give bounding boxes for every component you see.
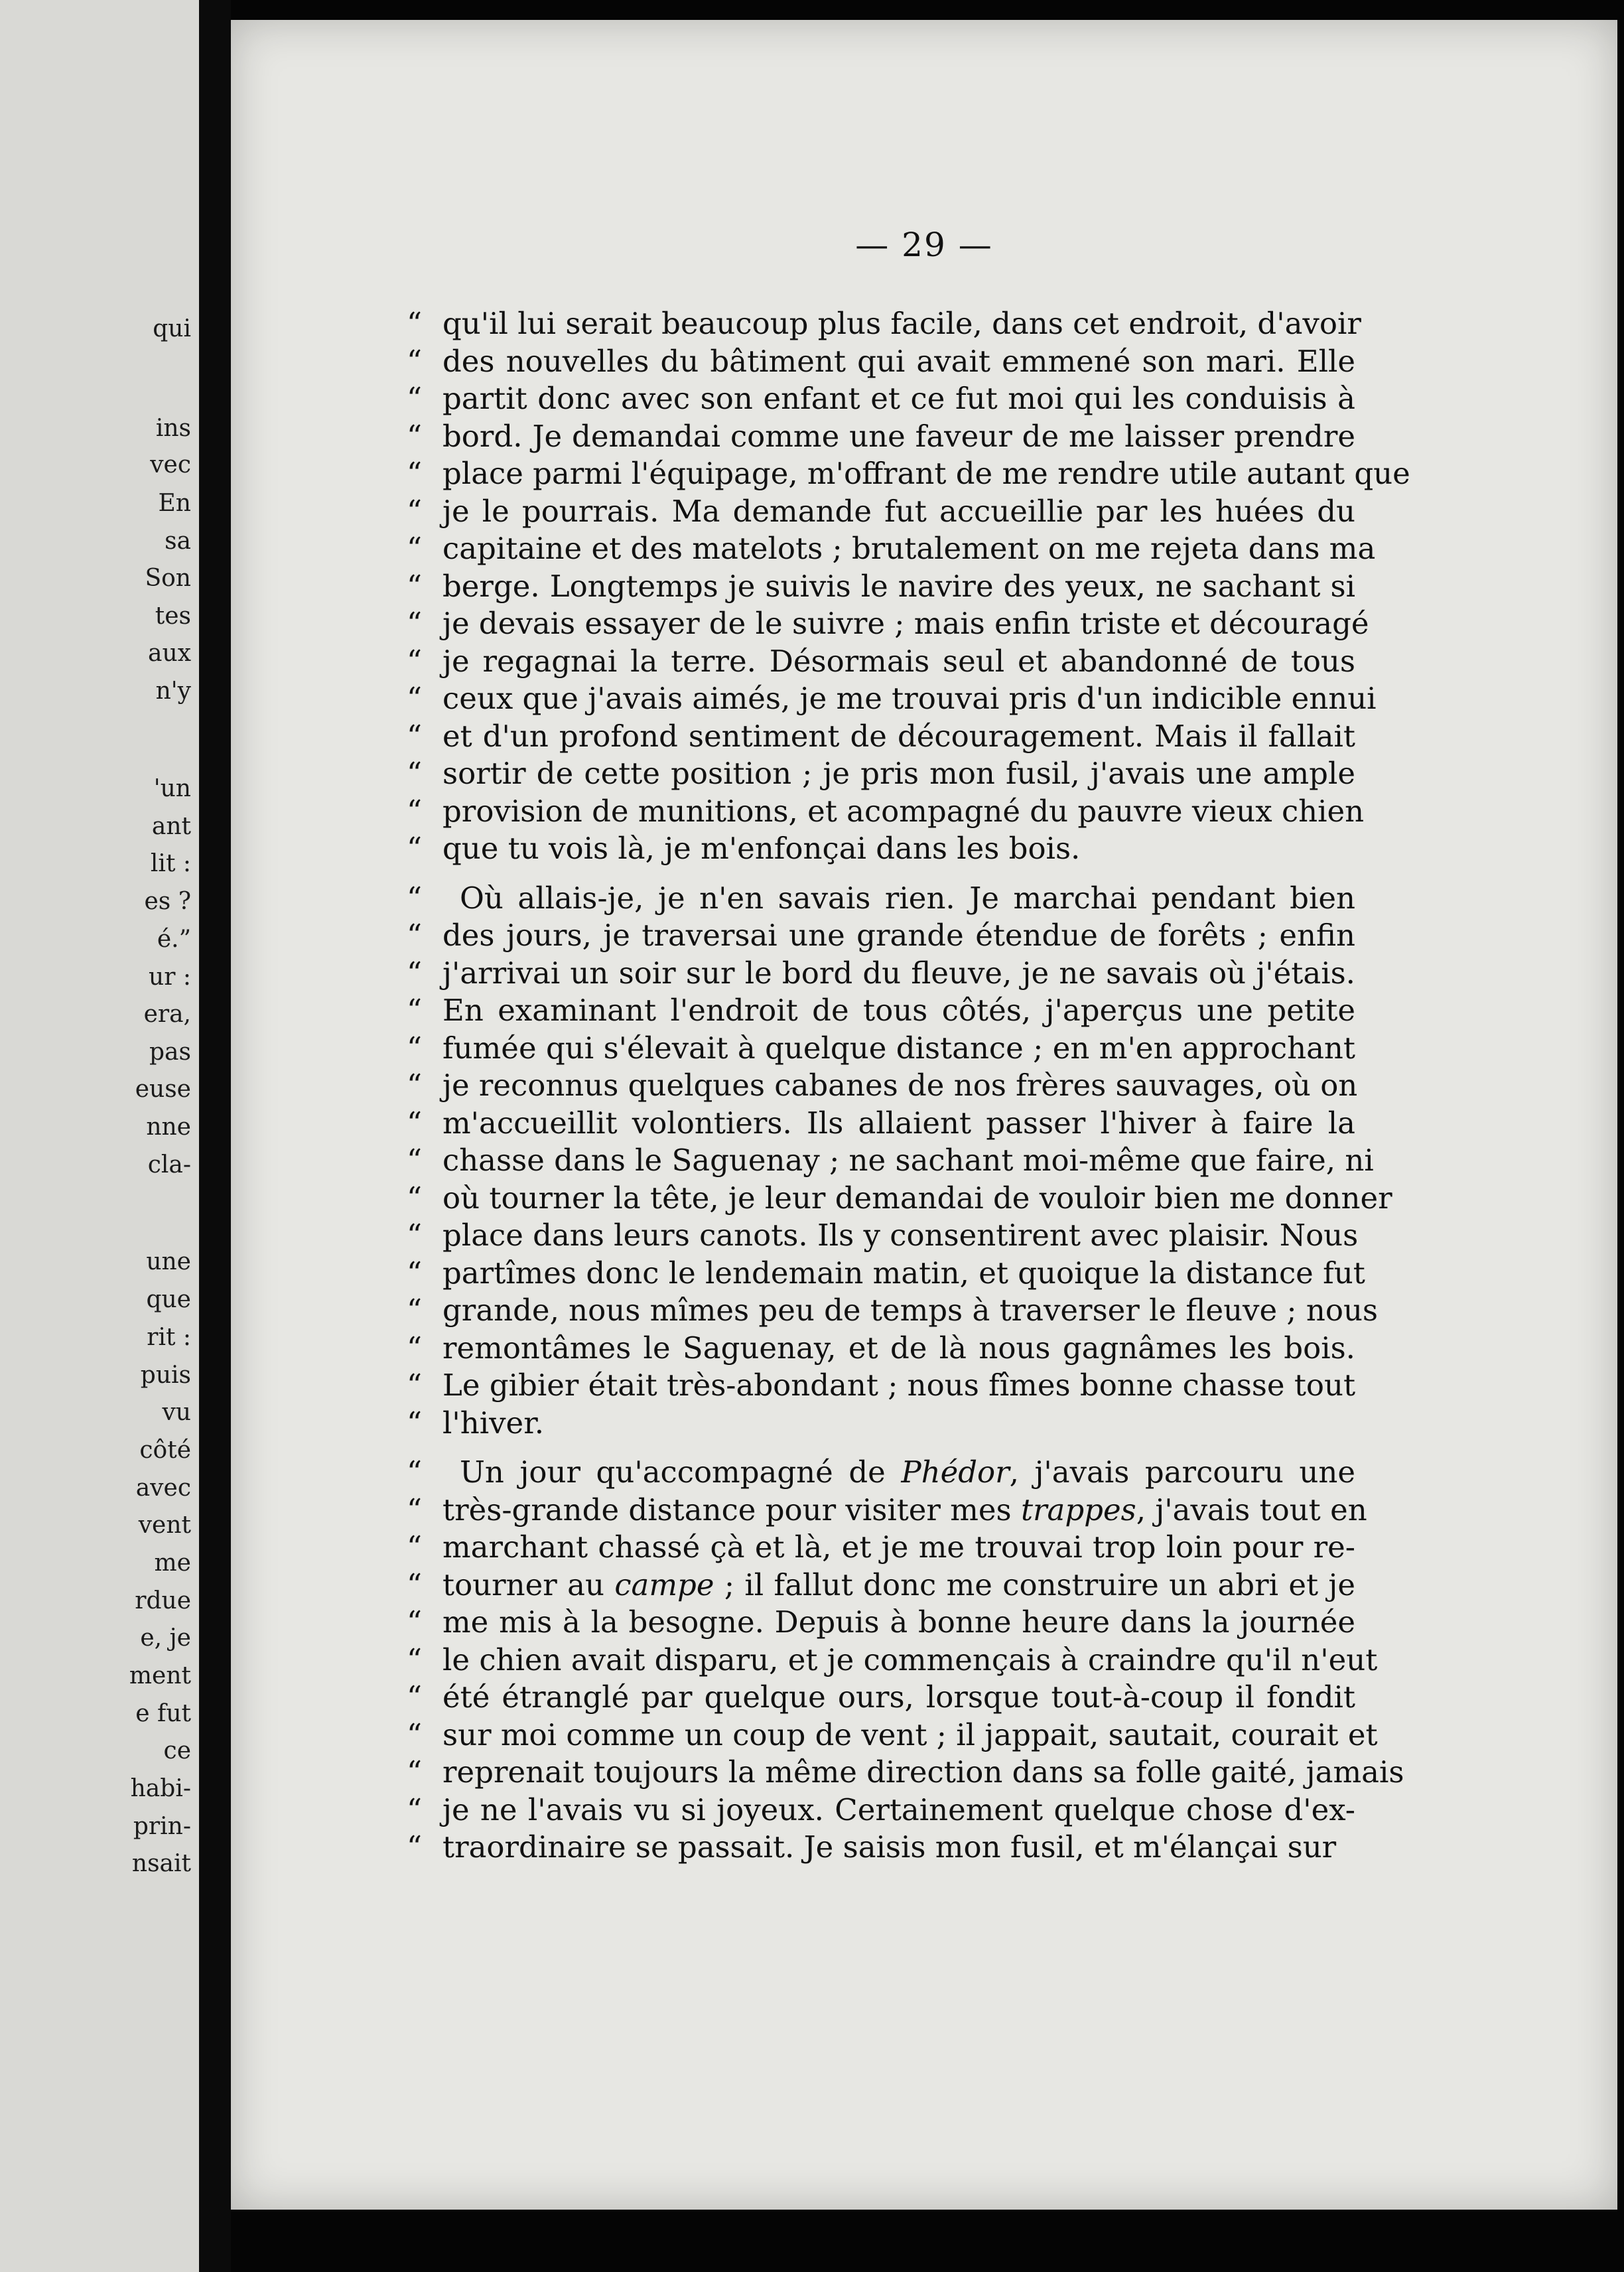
previous-page-fragment: era, xyxy=(143,1001,191,1028)
text-line: “ ceux que j'avais aimés, je me trouvai pris d'un indicible ennui xyxy=(407,681,1377,716)
previous-page-fragment: une xyxy=(146,1248,191,1275)
text-line: “ j'arrivai un soir sur le bord du fleuve, je ne savais où j'étais. xyxy=(407,955,1355,991)
text-line: “ et d'un profond sentiment de découragement. Mais il fallait xyxy=(407,718,1355,754)
previous-page-fragment: é.” xyxy=(157,926,191,953)
previous-page-fragment: es ? xyxy=(144,888,191,915)
text-line: “ bord. Je demandai comme une faveur de me laisser prendre xyxy=(407,418,1355,454)
previous-page-fragment: prin- xyxy=(133,1813,191,1840)
text-line: “ reprenait toujours la même direction dans sa folle gaité, jamais xyxy=(407,1754,1404,1790)
text-line: “ je ne l'avais vu si joyeux. Certainement quelque chose d'ex- xyxy=(407,1792,1355,1827)
text-line: “ capitaine et des matelots ; brutalement on me rejeta dans ma xyxy=(407,531,1376,566)
previous-page-edge xyxy=(0,0,199,2272)
previous-page-fragment: ant xyxy=(151,813,191,840)
text-line: “ tourner au campe ; il fallut donc me construire un abri et je xyxy=(407,1567,1355,1602)
text-line: “ je reconnus quelques cabanes de nos frères sauvages, où on xyxy=(407,1068,1358,1103)
previous-page-fragment: e fut xyxy=(135,1700,191,1727)
text-line: “ me mis à la besogne. Depuis à bonne heure dans la journée xyxy=(407,1604,1355,1640)
previous-page-fragment: sa xyxy=(165,528,191,555)
previous-page-fragment: me xyxy=(154,1549,191,1577)
text-line: “ chasse dans le Saguenay ; ne sachant moi-même que faire, ni xyxy=(407,1143,1374,1178)
previous-page-fragment: vu xyxy=(162,1399,191,1426)
previous-page-fragment: aux xyxy=(148,640,191,667)
text-line: “ sortir de cette position ; je pris mon fusil, j'avais une ample xyxy=(407,756,1355,791)
text-line: “ partit donc avec son enfant et ce fut moi qui les conduisis à xyxy=(407,381,1355,416)
text-line: “ place dans leurs canots. Ils y consentirent avec plaisir. Nous xyxy=(407,1218,1359,1253)
previous-page-fragment: pas xyxy=(149,1038,191,1066)
previous-page-fragment: qui xyxy=(153,315,191,342)
text-line: “ des jours, je traversai une grande étendue de forêts ; enfin xyxy=(407,918,1355,953)
previous-page-fragment: nne xyxy=(146,1113,191,1141)
text-line: “ Où allais-je, je n'en savais rien. Je marchai pendant bien xyxy=(407,880,1355,916)
text-line: “ m'accueillit volontiers. Ils allaient passer l'hiver à faire la xyxy=(407,1105,1355,1141)
text-line: “ berge. Longtemps je suivis le navire des yeux, ne sachant si xyxy=(407,568,1355,604)
text-line: “ sur moi comme un coup de vent ; il jappait, sautait, courait et xyxy=(407,1717,1378,1752)
text-line: “ Un jour qu'accompagné de Phédor, j'avais parcouru une xyxy=(407,1455,1355,1490)
paragraph-gap xyxy=(407,868,1355,880)
text-line: “ été étranglé par quelque ours, lorsque tout-à-coup il fondit xyxy=(407,1679,1355,1715)
text-line: “ je le pourrais. Ma demande fut accueillie par les huées du xyxy=(407,493,1355,529)
text-line: “ où tourner la tête, je leur demandai de vouloir bien me donner xyxy=(407,1180,1392,1216)
page-number: — 29 — xyxy=(855,226,993,264)
text-line: “ je devais essayer de le suivre ; mais enfin triste et découragé xyxy=(407,606,1369,641)
previous-page-fragment: n'y xyxy=(155,677,191,705)
previous-page-fragment: rdue xyxy=(135,1587,191,1614)
text-line: “ que tu vois là, je m'enfonçai dans les bois. xyxy=(407,831,1081,866)
previous-page-fragment: 'un xyxy=(153,775,191,802)
previous-page-fragment: e, je xyxy=(140,1624,191,1652)
text-line: “ l'hiver. xyxy=(407,1405,545,1441)
book-page xyxy=(231,20,1617,2210)
text-line: “ le chien avait disparu, et je commençais à craindre qu'il n'eut xyxy=(407,1642,1378,1677)
book-gutter xyxy=(199,0,231,2272)
text-line: “ des nouvelles du bâtiment qui avait emmené son mari. Elle xyxy=(407,343,1355,379)
text-line: “ Le gibier était très-abondant ; nous fîmes bonne chasse tout xyxy=(407,1368,1356,1403)
text-line: “ qu'il lui serait beaucoup plus facile, dans cet endroit, d'avoir xyxy=(407,306,1361,341)
previous-page-fragment: que xyxy=(146,1286,191,1313)
previous-page-fragment: euse xyxy=(135,1076,191,1103)
text-line: “ partîmes donc le lendemain matin, et quoique la distance fut xyxy=(407,1255,1365,1291)
previous-page-fragment: lit : xyxy=(150,850,191,877)
text-line: “ je regagnai la terre. Désormais seul et abandonné de tous xyxy=(407,643,1355,679)
text-line: “ remontâmes le Saguenay, et de là nous gagnâmes les bois. xyxy=(407,1330,1355,1366)
text-line: “ marchant chassé çà et là, et je me trouvai trop loin pour re- xyxy=(407,1529,1355,1565)
previous-page-fragment: ment xyxy=(129,1662,191,1689)
text-line: “ traordinaire se passait. Je saisis mon fusil, et m'élançai sur xyxy=(407,1829,1337,1865)
text-line: “ très-grande distance pour visiter mes trappes, j'avais tout en xyxy=(407,1492,1367,1527)
previous-page-fragment: ur : xyxy=(149,963,191,991)
previous-page-fragment: nsait xyxy=(131,1850,191,1877)
previous-page-fragment: ce xyxy=(163,1737,191,1764)
text-line: “ En examinant l'endroit de tous côtés, j'aperçus une petite xyxy=(407,993,1355,1028)
paragraph-gap xyxy=(407,1442,1355,1454)
previous-page-fragment: puis xyxy=(140,1362,191,1389)
previous-page-fragment: avec xyxy=(135,1474,191,1502)
previous-page-fragment: vec xyxy=(150,451,191,478)
body-text xyxy=(407,305,1410,1867)
previous-page-fragment: vent xyxy=(138,1512,191,1539)
previous-page-fragment: rit : xyxy=(147,1324,191,1351)
previous-page-fragment: Son xyxy=(145,565,191,592)
previous-page-fragment: côté xyxy=(139,1437,191,1464)
previous-page-fragment: habi- xyxy=(130,1775,191,1802)
text-line: “ fumée qui s'élevait à quelque distance ; en m'en approchant xyxy=(407,1030,1355,1066)
previous-page-fragment: En xyxy=(158,490,191,517)
previous-page-fragment: tes xyxy=(155,603,191,630)
text-line: “ place parmi l'équipage, m'offrant de me rendre utile autant que xyxy=(407,456,1410,491)
text-line: “ provision de munitions, et acompagné du pauvre vieux chien xyxy=(407,793,1365,829)
text-line: “ grande, nous mîmes peu de temps à traverser le fleuve ; nous xyxy=(407,1293,1379,1328)
previous-page-fragment: ins xyxy=(155,415,191,442)
previous-page-fragment: cla- xyxy=(147,1151,191,1178)
